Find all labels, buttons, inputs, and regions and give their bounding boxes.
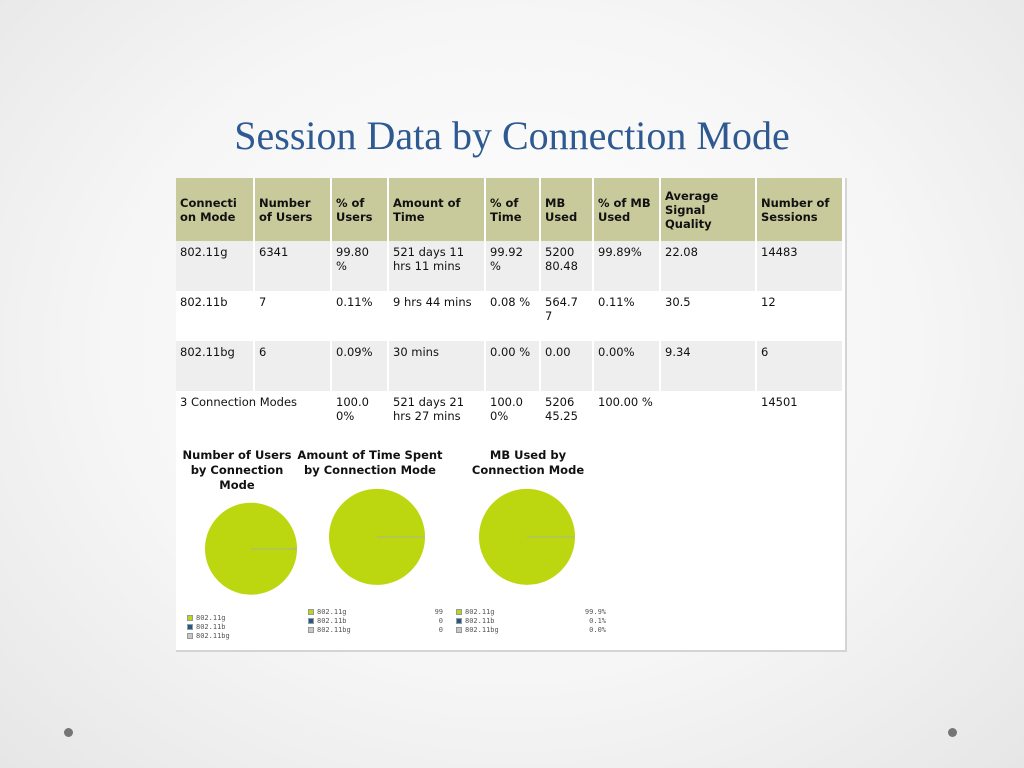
table-cell: 802.11bg bbox=[176, 341, 254, 391]
table-cell: 521 days 21 hrs 27 mins bbox=[388, 391, 485, 441]
chart-title-time: Amount of Time Spent by Connection Mode bbox=[297, 448, 443, 477]
legend-item bbox=[308, 617, 443, 626]
table-cell: 802.11b bbox=[176, 291, 254, 341]
legend-users bbox=[187, 614, 267, 641]
header-amount-of-time: Amount of Time bbox=[388, 178, 485, 241]
session-data-table bbox=[176, 178, 844, 441]
table-header-row bbox=[176, 178, 843, 241]
legend-time bbox=[308, 608, 443, 635]
header-percent-users: % of Users bbox=[331, 178, 388, 241]
legend-label: 802.11bg bbox=[465, 626, 499, 634]
table-cell: 564.7 7 bbox=[540, 291, 593, 341]
table-cell: 0.11% bbox=[331, 291, 388, 341]
table-cell: 14501 bbox=[756, 391, 843, 441]
table-cell: 0.11% bbox=[593, 291, 660, 341]
legend-mb bbox=[456, 608, 606, 635]
legend-label: 802.11b bbox=[196, 623, 226, 631]
pie-chart-users bbox=[204, 502, 298, 596]
legend-swatch bbox=[187, 633, 193, 639]
legend-value: 99 bbox=[434, 608, 443, 616]
pie-chart-time bbox=[328, 488, 426, 586]
legend-swatch bbox=[187, 615, 193, 621]
legend-item bbox=[187, 632, 267, 641]
header-average-signal-quality: Average Signal Quality bbox=[660, 178, 756, 241]
table-cell: 100.0 0% bbox=[331, 391, 388, 441]
slide-title: Session Data by Connection Mode bbox=[234, 113, 790, 158]
table-total-row bbox=[176, 391, 843, 441]
table-row bbox=[176, 341, 843, 391]
header-number-of-users: Number of Users bbox=[254, 178, 331, 241]
chart-title-mb: MB Used by Connection Mode bbox=[471, 448, 585, 477]
legend-item bbox=[456, 608, 606, 617]
legend-swatch bbox=[456, 618, 462, 624]
header-number-of-sessions: Number of Sessions bbox=[756, 178, 843, 241]
header-percent-mb-used: % of MB Used bbox=[593, 178, 660, 241]
table-cell: 5206 45.25 bbox=[540, 391, 593, 441]
table-cell: 0.08 % bbox=[485, 291, 540, 341]
legend-item bbox=[308, 608, 443, 617]
legend-value: 0 bbox=[438, 626, 443, 634]
table-cell: 30 mins bbox=[388, 341, 485, 391]
table-cell: 100.0 0% bbox=[485, 391, 540, 441]
legend-item bbox=[308, 626, 443, 635]
chart-title-users: Number of Users by Connection Mode bbox=[182, 448, 292, 492]
table-cell: 6341 bbox=[254, 241, 331, 291]
legend-swatch bbox=[456, 627, 462, 633]
legend-label: 802.11bg bbox=[317, 626, 351, 634]
table-cell: 99.92 % bbox=[485, 241, 540, 291]
table-cell: 7 bbox=[254, 291, 331, 341]
legend-value: 0 bbox=[438, 617, 443, 625]
table-cell: 521 days 11 hrs 11 mins bbox=[388, 241, 485, 291]
slide-bullet-right bbox=[948, 728, 957, 737]
legend-value: 99.9% bbox=[584, 608, 606, 616]
legend-label: 802.11bg bbox=[196, 632, 230, 640]
table-cell: 9.34 bbox=[660, 341, 756, 391]
table-cell: 6 bbox=[254, 341, 331, 391]
table-row bbox=[176, 241, 843, 291]
table-cell: 0.00 % bbox=[485, 341, 540, 391]
legend-swatch bbox=[187, 624, 193, 630]
legend-label: 802.11g bbox=[317, 608, 347, 616]
table-cell: 3 Connection Modes bbox=[176, 391, 331, 441]
table-cell: 9 hrs 44 mins bbox=[388, 291, 485, 341]
legend-swatch bbox=[308, 609, 314, 615]
legend-swatch bbox=[308, 627, 314, 633]
table-cell: 100.00 % bbox=[593, 391, 660, 441]
legend-label: 802.11g bbox=[196, 614, 226, 622]
table-cell: 22.08 bbox=[660, 241, 756, 291]
header-connection-mode: Connecti on Mode bbox=[176, 178, 254, 241]
table-cell: 6 bbox=[756, 341, 843, 391]
slide-bullet-left bbox=[64, 728, 73, 737]
table-cell: 0.09% bbox=[331, 341, 388, 391]
table-cell: 802.11g bbox=[176, 241, 254, 291]
table-cell: 99.89% bbox=[593, 241, 660, 291]
table-cell: 0.00 bbox=[540, 341, 593, 391]
table-cell bbox=[660, 391, 756, 441]
table-cell: 99.80 % bbox=[331, 241, 388, 291]
legend-value: 0.0% bbox=[589, 626, 606, 634]
pie-chart-mb bbox=[478, 488, 576, 586]
legend-swatch bbox=[308, 618, 314, 624]
legend-label: 802.11g bbox=[465, 608, 495, 616]
table-cell: 5200 80.48 bbox=[540, 241, 593, 291]
table-cell: 14483 bbox=[756, 241, 843, 291]
legend-item bbox=[456, 626, 606, 635]
table-cell: 12 bbox=[756, 291, 843, 341]
legend-item bbox=[187, 614, 267, 623]
header-mb-used: MB Used bbox=[540, 178, 593, 241]
table-cell: 30.5 bbox=[660, 291, 756, 341]
header-percent-time: % of Time bbox=[485, 178, 540, 241]
pie-charts-panel bbox=[176, 446, 612, 650]
legend-item bbox=[187, 623, 267, 632]
legend-item bbox=[456, 617, 606, 626]
table-cell: 0.00% bbox=[593, 341, 660, 391]
legend-value: 0.1% bbox=[589, 617, 606, 625]
legend-label: 802.11b bbox=[465, 617, 495, 625]
legend-swatch bbox=[456, 609, 462, 615]
legend-label: 802.11b bbox=[317, 617, 347, 625]
table-row bbox=[176, 291, 843, 341]
